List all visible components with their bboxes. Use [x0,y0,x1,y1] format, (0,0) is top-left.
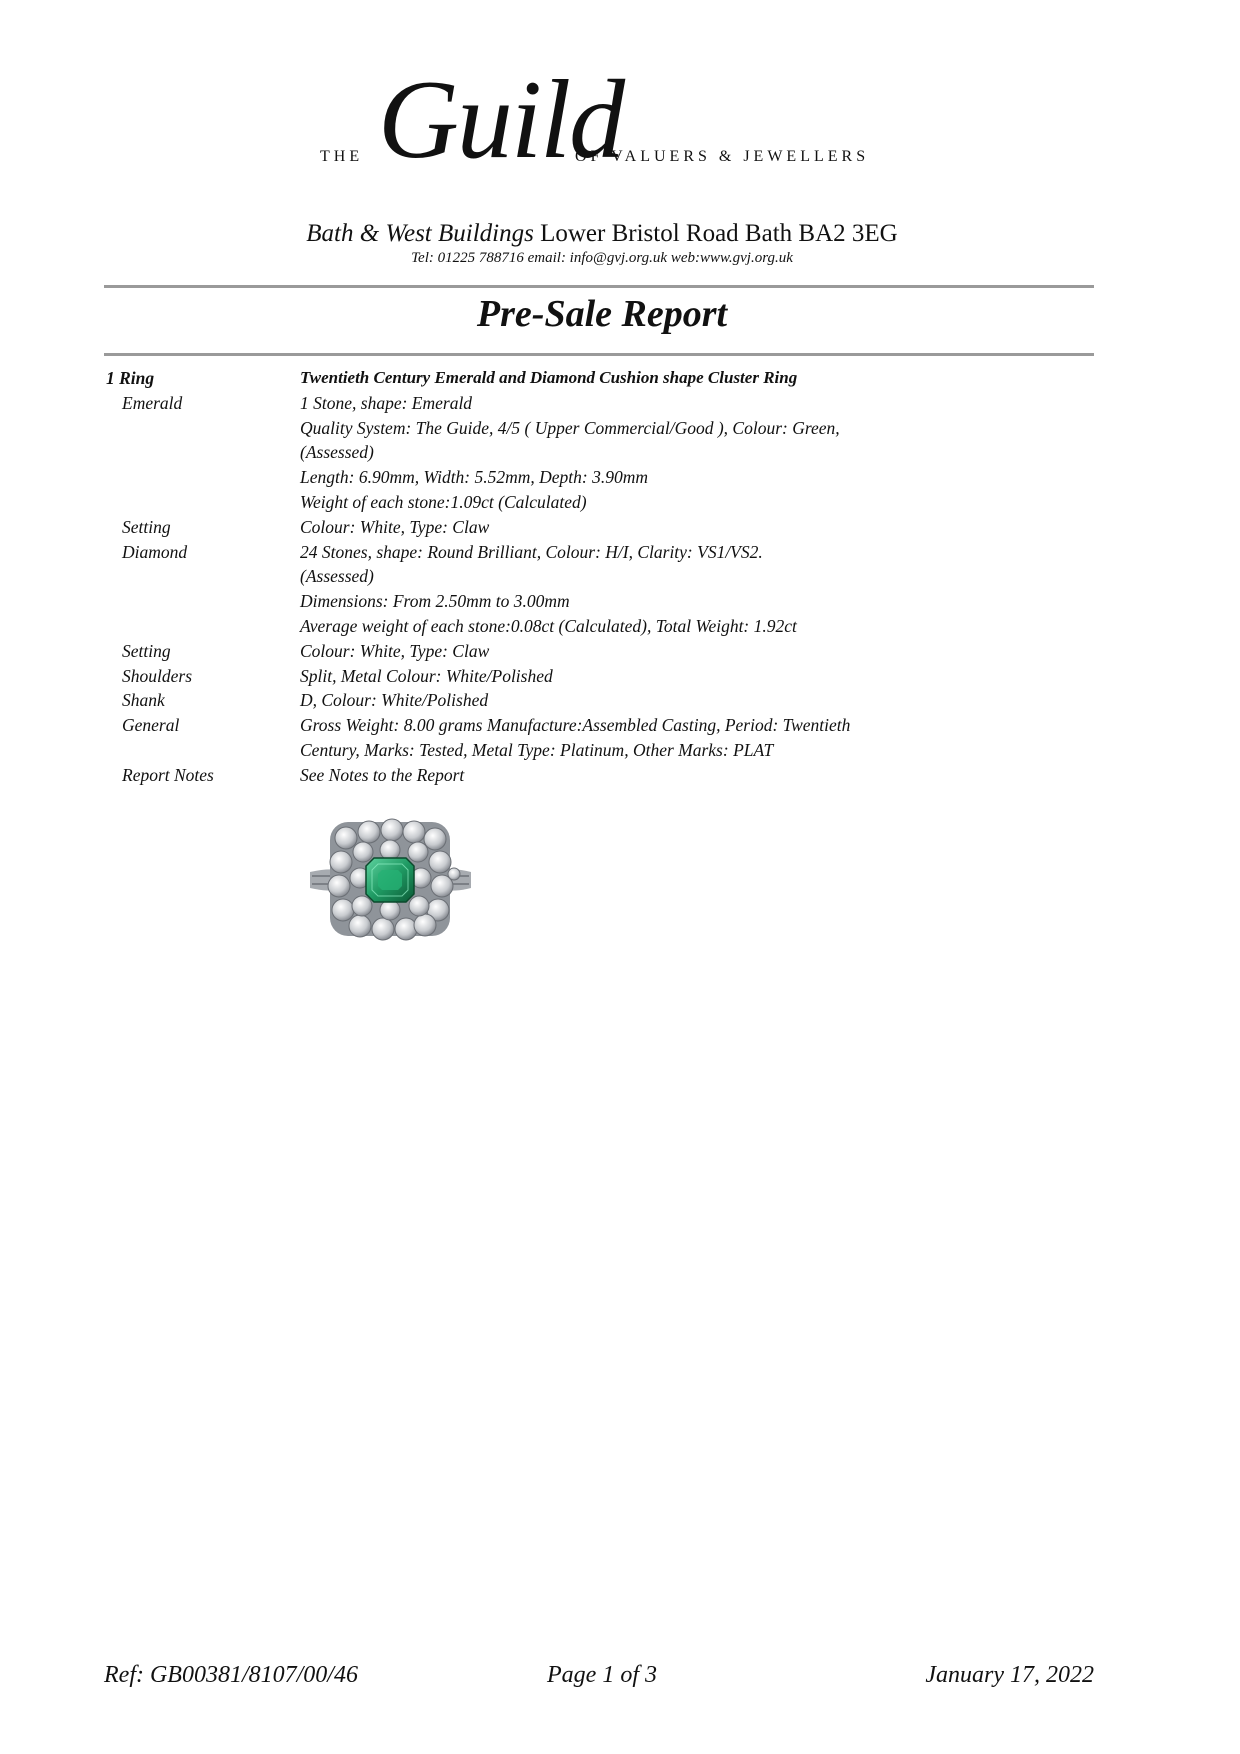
footer-ref: Ref: GB00381/8107/00/46 [104,1662,358,1688]
detail-value: D, Colour: White/Polished [300,690,489,711]
detail-label [104,490,300,515]
detail-row [104,589,1104,614]
detail-row [104,440,1104,465]
detail-row [104,713,1104,738]
detail-label: Shank [122,690,165,711]
detail-row [104,540,1104,565]
detail-row [104,664,1104,689]
detail-row [104,391,1104,416]
detail-value: Twentieth Century Emerald and Diamond Cushion shape Cluster Ring [300,368,798,387]
address [0,220,1204,248]
detail-label [104,465,300,490]
address-street: Lower Bristol Road Bath BA2 3EG [540,220,898,247]
detail-value: 1 Stone, shape: Emerald [300,392,473,413]
detail-label [104,564,300,589]
detail-row [104,416,1104,441]
logo-guild: Guild [378,58,624,182]
detail-value: (Assessed) [300,566,374,587]
report-details [104,366,1104,788]
detail-value: Dimensions: From 2.50mm to 3.00mm [300,591,570,612]
detail-value: Weight of each stone:1.09ct (Calculated) [300,491,587,512]
detail-label [104,589,300,614]
detail-row [104,688,1104,713]
detail-row [104,763,1104,788]
detail-value: Average weight of each stone:0.08ct (Calculated), Total Weight: 1.92ct [300,615,797,636]
detail-value: Colour: White, Type: Claw [300,516,490,537]
detail-row [104,490,1104,515]
detail-value: Length: 6.90mm, Width: 5.52mm, Depth: 3.90mm [300,467,649,488]
detail-value: Quality System: The Guide, 4/5 ( Upper Commercial/Good ), Colour: Green, [300,417,840,438]
detail-label: Diamond [122,541,188,562]
detail-value: Gross Weight: 8.00 grams Manufacture:Assembled Casting, Period: Twentieth [300,715,851,736]
ring-photo [308,814,473,944]
detail-label [104,614,300,639]
detail-label [104,440,300,465]
top-rule [104,285,1094,288]
detail-value: Split, Metal Colour: White/Polished [300,665,553,686]
detail-label: General [122,715,180,736]
detail-value: 24 Stones, shape: Round Brilliant, Colour: H/I, Clarity: VS1/VS2. [300,541,763,562]
detail-label [104,738,300,763]
detail-value: Colour: White, Type: Claw [300,640,490,661]
detail-value: Century, Marks: Tested, Metal Type: Platinum, Other Marks: PLAT [300,739,774,760]
detail-label: Shoulders [122,665,192,686]
title-rule [104,353,1094,356]
footer-page-number: Page 1 of 3 [547,1662,657,1688]
logo-the: THE [320,148,364,165]
guild-logo [300,60,900,190]
detail-label: 1 Ring [106,368,155,388]
detail-row [104,738,1104,763]
detail-value: See Notes to the Report [300,764,465,785]
detail-row [104,564,1104,589]
detail-value: (Assessed) [300,442,374,463]
detail-row [104,366,1104,391]
detail-row [104,614,1104,639]
detail-row [104,639,1104,664]
detail-row [104,515,1104,540]
detail-label: Report Notes [122,764,214,785]
contact-line: Tel: 01225 788716 email: info@gvj.org.uk web:www.gvj.org.uk [411,250,793,266]
address-building: Bath & West Buildings [306,220,534,247]
detail-label: Setting [122,516,171,537]
footer-date: January 17, 2022 [925,1662,1094,1688]
detail-label: Setting [122,640,171,661]
detail-row [104,465,1104,490]
page-title: Pre-Sale Report [476,293,728,335]
logo-tagline: OF VALUERS & JEWELLERS [575,148,870,165]
detail-label [104,416,300,441]
detail-label: Emerald [122,392,183,413]
